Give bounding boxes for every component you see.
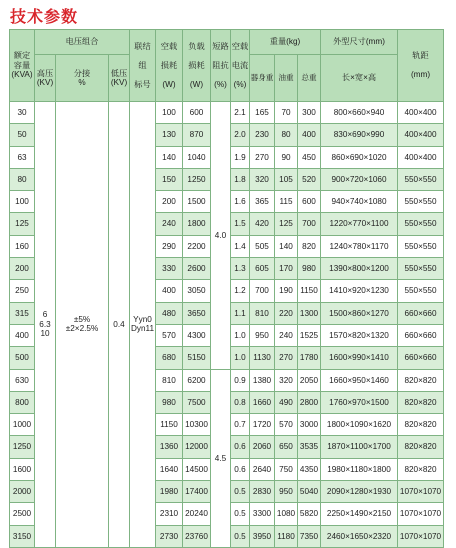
cell-total-weight: 5040 (298, 481, 321, 503)
cell-no-load-current: 2.1 (231, 102, 250, 124)
cell-no-load-current: 1.0 (231, 347, 250, 369)
cell-oil-weight: 105 (275, 168, 298, 190)
cell-load-loss: 2200 (183, 235, 211, 257)
cell-total-weight: 1300 (298, 302, 321, 324)
cell-dimensions: 1600×990×1410 (321, 347, 398, 369)
header-tap: 分接 % (56, 55, 109, 102)
cell-oil-weight: 650 (275, 436, 298, 458)
cell-load-loss: 2600 (183, 258, 211, 280)
cell-load-loss: 1250 (183, 168, 211, 190)
cell-no-load-current: 0.6 (231, 458, 250, 480)
cell-total-weight: 4350 (298, 458, 321, 480)
cell-body-weight: 2640 (250, 458, 275, 480)
cell-capacity: 63 (10, 146, 35, 168)
cell-gauge: 660×660 (398, 302, 444, 324)
cell-capacity: 800 (10, 391, 35, 413)
cell-body-weight: 2830 (250, 481, 275, 503)
cell-oil-weight: 1180 (275, 525, 298, 547)
cell-total-weight: 5820 (298, 503, 321, 525)
cell-oil-weight: 320 (275, 369, 298, 391)
cell-oil-weight: 115 (275, 191, 298, 213)
cell-load-loss: 600 (183, 102, 211, 124)
cell-no-load-loss: 1360 (156, 436, 183, 458)
cell-no-load-loss: 290 (156, 235, 183, 257)
cell-body-weight: 420 (250, 213, 275, 235)
cell-load-loss: 7500 (183, 391, 211, 413)
header-lv: 低压 (KV) (109, 55, 130, 102)
cell-oil-weight: 140 (275, 235, 298, 257)
cell-body-weight: 605 (250, 258, 275, 280)
cell-oil-weight: 190 (275, 280, 298, 302)
cell-body-weight: 700 (250, 280, 275, 302)
spec-table (9, 29, 444, 548)
cell-body-weight: 165 (250, 102, 275, 124)
cell-tap-merged: ±5% ±2×2.5% (56, 102, 109, 548)
cell-body-weight: 1720 (250, 414, 275, 436)
header-no-load-current: 空载 电流 (%) (231, 30, 250, 102)
cell-total-weight: 980 (298, 258, 321, 280)
cell-total-weight: 2050 (298, 369, 321, 391)
cell-capacity: 1600 (10, 458, 35, 480)
cell-oil-weight: 950 (275, 481, 298, 503)
cell-capacity: 1000 (10, 414, 35, 436)
cell-dimensions: 2090×1280×1930 (321, 481, 398, 503)
cell-load-loss: 3050 (183, 280, 211, 302)
cell-no-load-loss: 570 (156, 324, 183, 346)
header-voltage-group: 电压组合 (35, 30, 130, 55)
cell-capacity: 3150 (10, 525, 35, 547)
cell-capacity: 200 (10, 258, 35, 280)
cell-load-loss: 12000 (183, 436, 211, 458)
cell-no-load-current: 1.0 (231, 324, 250, 346)
cell-total-weight: 1780 (298, 347, 321, 369)
cell-body-weight: 1130 (250, 347, 275, 369)
cell-gauge: 550×550 (398, 258, 444, 280)
cell-capacity: 30 (10, 102, 35, 124)
header-total-weight: 总重 (298, 55, 321, 102)
cell-dimensions: 830×690×990 (321, 124, 398, 146)
cell-body-weight: 505 (250, 235, 275, 257)
cell-gauge: 660×660 (398, 324, 444, 346)
cell-no-load-current: 0.5 (231, 525, 250, 547)
cell-capacity: 315 (10, 302, 35, 324)
cell-lv-merged: 0.4 (109, 102, 130, 548)
cell-capacity: 250 (10, 280, 35, 302)
cell-total-weight: 1150 (298, 280, 321, 302)
cell-dimensions: 940×740×1080 (321, 191, 398, 213)
header-gauge: 轨距 (mm) (398, 30, 444, 102)
cell-load-loss: 1040 (183, 146, 211, 168)
cell-total-weight: 820 (298, 235, 321, 257)
cell-gauge: 820×820 (398, 458, 444, 480)
cell-total-weight: 400 (298, 124, 321, 146)
cell-total-weight: 1525 (298, 324, 321, 346)
cell-gauge: 550×550 (398, 235, 444, 257)
cell-total-weight: 450 (298, 146, 321, 168)
cell-oil-weight: 125 (275, 213, 298, 235)
cell-total-weight: 700 (298, 213, 321, 235)
cell-no-load-current: 0.6 (231, 436, 250, 458)
cell-vector-merged: Yyn0 Dyn11 (130, 102, 156, 548)
cell-body-weight: 3300 (250, 503, 275, 525)
cell-oil-weight: 1080 (275, 503, 298, 525)
header-body-weight: 器身重 (250, 55, 275, 102)
cell-gauge: 660×660 (398, 347, 444, 369)
cell-impedance-low: 4.0 (211, 102, 231, 370)
cell-no-load-loss: 810 (156, 369, 183, 391)
cell-capacity: 50 (10, 124, 35, 146)
cell-body-weight: 365 (250, 191, 275, 213)
cell-no-load-loss: 1980 (156, 481, 183, 503)
cell-load-loss: 6200 (183, 369, 211, 391)
cell-gauge: 550×550 (398, 191, 444, 213)
cell-no-load-loss: 2730 (156, 525, 183, 547)
cell-no-load-current: 2.0 (231, 124, 250, 146)
cell-gauge: 400×400 (398, 146, 444, 168)
cell-oil-weight: 70 (275, 102, 298, 124)
header-weight-group: 重量(kg) (250, 30, 321, 55)
cell-gauge: 400×400 (398, 102, 444, 124)
cell-gauge: 400×400 (398, 124, 444, 146)
cell-no-load-current: 0.9 (231, 369, 250, 391)
cell-capacity: 400 (10, 324, 35, 346)
cell-no-load-current: 0.7 (231, 414, 250, 436)
cell-no-load-loss: 1150 (156, 414, 183, 436)
cell-no-load-current: 1.9 (231, 146, 250, 168)
cell-gauge: 1070×1070 (398, 503, 444, 525)
cell-hv-merged: 6 6.3 10 (35, 102, 56, 548)
cell-load-loss: 23760 (183, 525, 211, 547)
cell-impedance-high: 4.5 (211, 369, 231, 547)
cell-oil-weight: 270 (275, 347, 298, 369)
cell-oil-weight: 490 (275, 391, 298, 413)
cell-no-load-loss: 150 (156, 168, 183, 190)
cell-load-loss: 17400 (183, 481, 211, 503)
cell-load-loss: 14500 (183, 458, 211, 480)
cell-load-loss: 1800 (183, 213, 211, 235)
cell-load-loss: 1500 (183, 191, 211, 213)
cell-capacity: 80 (10, 168, 35, 190)
cell-no-load-current: 1.2 (231, 280, 250, 302)
cell-dimensions: 1500×860×1270 (321, 302, 398, 324)
cell-gauge: 550×550 (398, 280, 444, 302)
header-no-load-loss: 空载 损耗 (W) (156, 30, 183, 102)
cell-dimensions: 900×720×1060 (321, 168, 398, 190)
cell-total-weight: 2800 (298, 391, 321, 413)
header-dimensions-sub: 长×宽×高 (321, 55, 398, 102)
cell-body-weight: 270 (250, 146, 275, 168)
cell-no-load-loss: 330 (156, 258, 183, 280)
cell-capacity: 2500 (10, 503, 35, 525)
header-vector-group: 联结 组 标号 (130, 30, 156, 102)
cell-load-loss: 4300 (183, 324, 211, 346)
cell-gauge: 820×820 (398, 391, 444, 413)
cell-load-loss: 10300 (183, 414, 211, 436)
cell-no-load-current: 1.6 (231, 191, 250, 213)
cell-oil-weight: 80 (275, 124, 298, 146)
cell-gauge: 1070×1070 (398, 525, 444, 547)
cell-capacity: 500 (10, 347, 35, 369)
header-capacity: 额定 容量 (KVA) (10, 30, 35, 102)
cell-body-weight: 1660 (250, 391, 275, 413)
cell-dimensions: 1980×1180×1800 (321, 458, 398, 480)
cell-oil-weight: 570 (275, 414, 298, 436)
cell-capacity: 1250 (10, 436, 35, 458)
cell-no-load-current: 0.5 (231, 503, 250, 525)
cell-dimensions: 860×690×1020 (321, 146, 398, 168)
cell-body-weight: 1380 (250, 369, 275, 391)
cell-gauge: 820×820 (398, 414, 444, 436)
cell-no-load-current: 1.3 (231, 258, 250, 280)
cell-dimensions: 1240×780×1170 (321, 235, 398, 257)
cell-body-weight: 3950 (250, 525, 275, 547)
cell-no-load-loss: 240 (156, 213, 183, 235)
cell-total-weight: 3535 (298, 436, 321, 458)
cell-no-load-current: 1.4 (231, 235, 250, 257)
cell-body-weight: 230 (250, 124, 275, 146)
cell-no-load-current: 1.5 (231, 213, 250, 235)
cell-total-weight: 520 (298, 168, 321, 190)
cell-oil-weight: 220 (275, 302, 298, 324)
cell-capacity: 160 (10, 235, 35, 257)
cell-gauge: 550×550 (398, 168, 444, 190)
cell-oil-weight: 170 (275, 258, 298, 280)
cell-body-weight: 2060 (250, 436, 275, 458)
cell-oil-weight: 750 (275, 458, 298, 480)
table-row (10, 102, 444, 124)
cell-no-load-loss: 680 (156, 347, 183, 369)
cell-no-load-loss: 1640 (156, 458, 183, 480)
cell-load-loss: 5150 (183, 347, 211, 369)
cell-dimensions: 2250×1490×2150 (321, 503, 398, 525)
cell-total-weight: 3000 (298, 414, 321, 436)
cell-dimensions: 800×660×940 (321, 102, 398, 124)
header-impedance: 短路 阻抗 (%) (211, 30, 231, 102)
cell-dimensions: 1220×770×1100 (321, 213, 398, 235)
cell-capacity: 125 (10, 213, 35, 235)
cell-no-load-loss: 980 (156, 391, 183, 413)
cell-capacity: 100 (10, 191, 35, 213)
header-load-loss: 负载 损耗 (W) (183, 30, 211, 102)
cell-body-weight: 950 (250, 324, 275, 346)
cell-no-load-loss: 200 (156, 191, 183, 213)
cell-no-load-loss: 100 (156, 102, 183, 124)
cell-total-weight: 300 (298, 102, 321, 124)
cell-no-load-current: 1.1 (231, 302, 250, 324)
cell-oil-weight: 240 (275, 324, 298, 346)
cell-no-load-current: 0.8 (231, 391, 250, 413)
cell-body-weight: 320 (250, 168, 275, 190)
cell-dimensions: 1660×950×1460 (321, 369, 398, 391)
cell-no-load-loss: 2310 (156, 503, 183, 525)
cell-capacity: 2000 (10, 481, 35, 503)
cell-no-load-loss: 140 (156, 146, 183, 168)
cell-gauge: 550×550 (398, 213, 444, 235)
cell-load-loss: 20240 (183, 503, 211, 525)
cell-dimensions: 2460×1650×2320 (321, 525, 398, 547)
cell-load-loss: 3650 (183, 302, 211, 324)
cell-no-load-loss: 130 (156, 124, 183, 146)
header-oil-weight: 油重 (275, 55, 298, 102)
cell-total-weight: 600 (298, 191, 321, 213)
cell-dimensions: 1760×970×1500 (321, 391, 398, 413)
cell-dimensions: 1390×800×1200 (321, 258, 398, 280)
header-dimensions-group: 外型尺寸(mm) (321, 30, 398, 55)
header-hv: 高压 (KV) (35, 55, 56, 102)
page-title: 技术参数 (10, 9, 79, 26)
cell-capacity: 630 (10, 369, 35, 391)
cell-dimensions: 1870×1100×1700 (321, 436, 398, 458)
cell-no-load-current: 1.8 (231, 168, 250, 190)
cell-gauge: 820×820 (398, 369, 444, 391)
cell-gauge: 1070×1070 (398, 481, 444, 503)
cell-body-weight: 810 (250, 302, 275, 324)
cell-gauge: 820×820 (398, 436, 444, 458)
cell-dimensions: 1570×820×1320 (321, 324, 398, 346)
cell-no-load-current: 0.5 (231, 481, 250, 503)
cell-dimensions: 1800×1090×1620 (321, 414, 398, 436)
cell-total-weight: 7350 (298, 525, 321, 547)
cell-no-load-loss: 480 (156, 302, 183, 324)
cell-load-loss: 870 (183, 124, 211, 146)
cell-oil-weight: 90 (275, 146, 298, 168)
cell-no-load-loss: 400 (156, 280, 183, 302)
cell-dimensions: 1410×920×1230 (321, 280, 398, 302)
